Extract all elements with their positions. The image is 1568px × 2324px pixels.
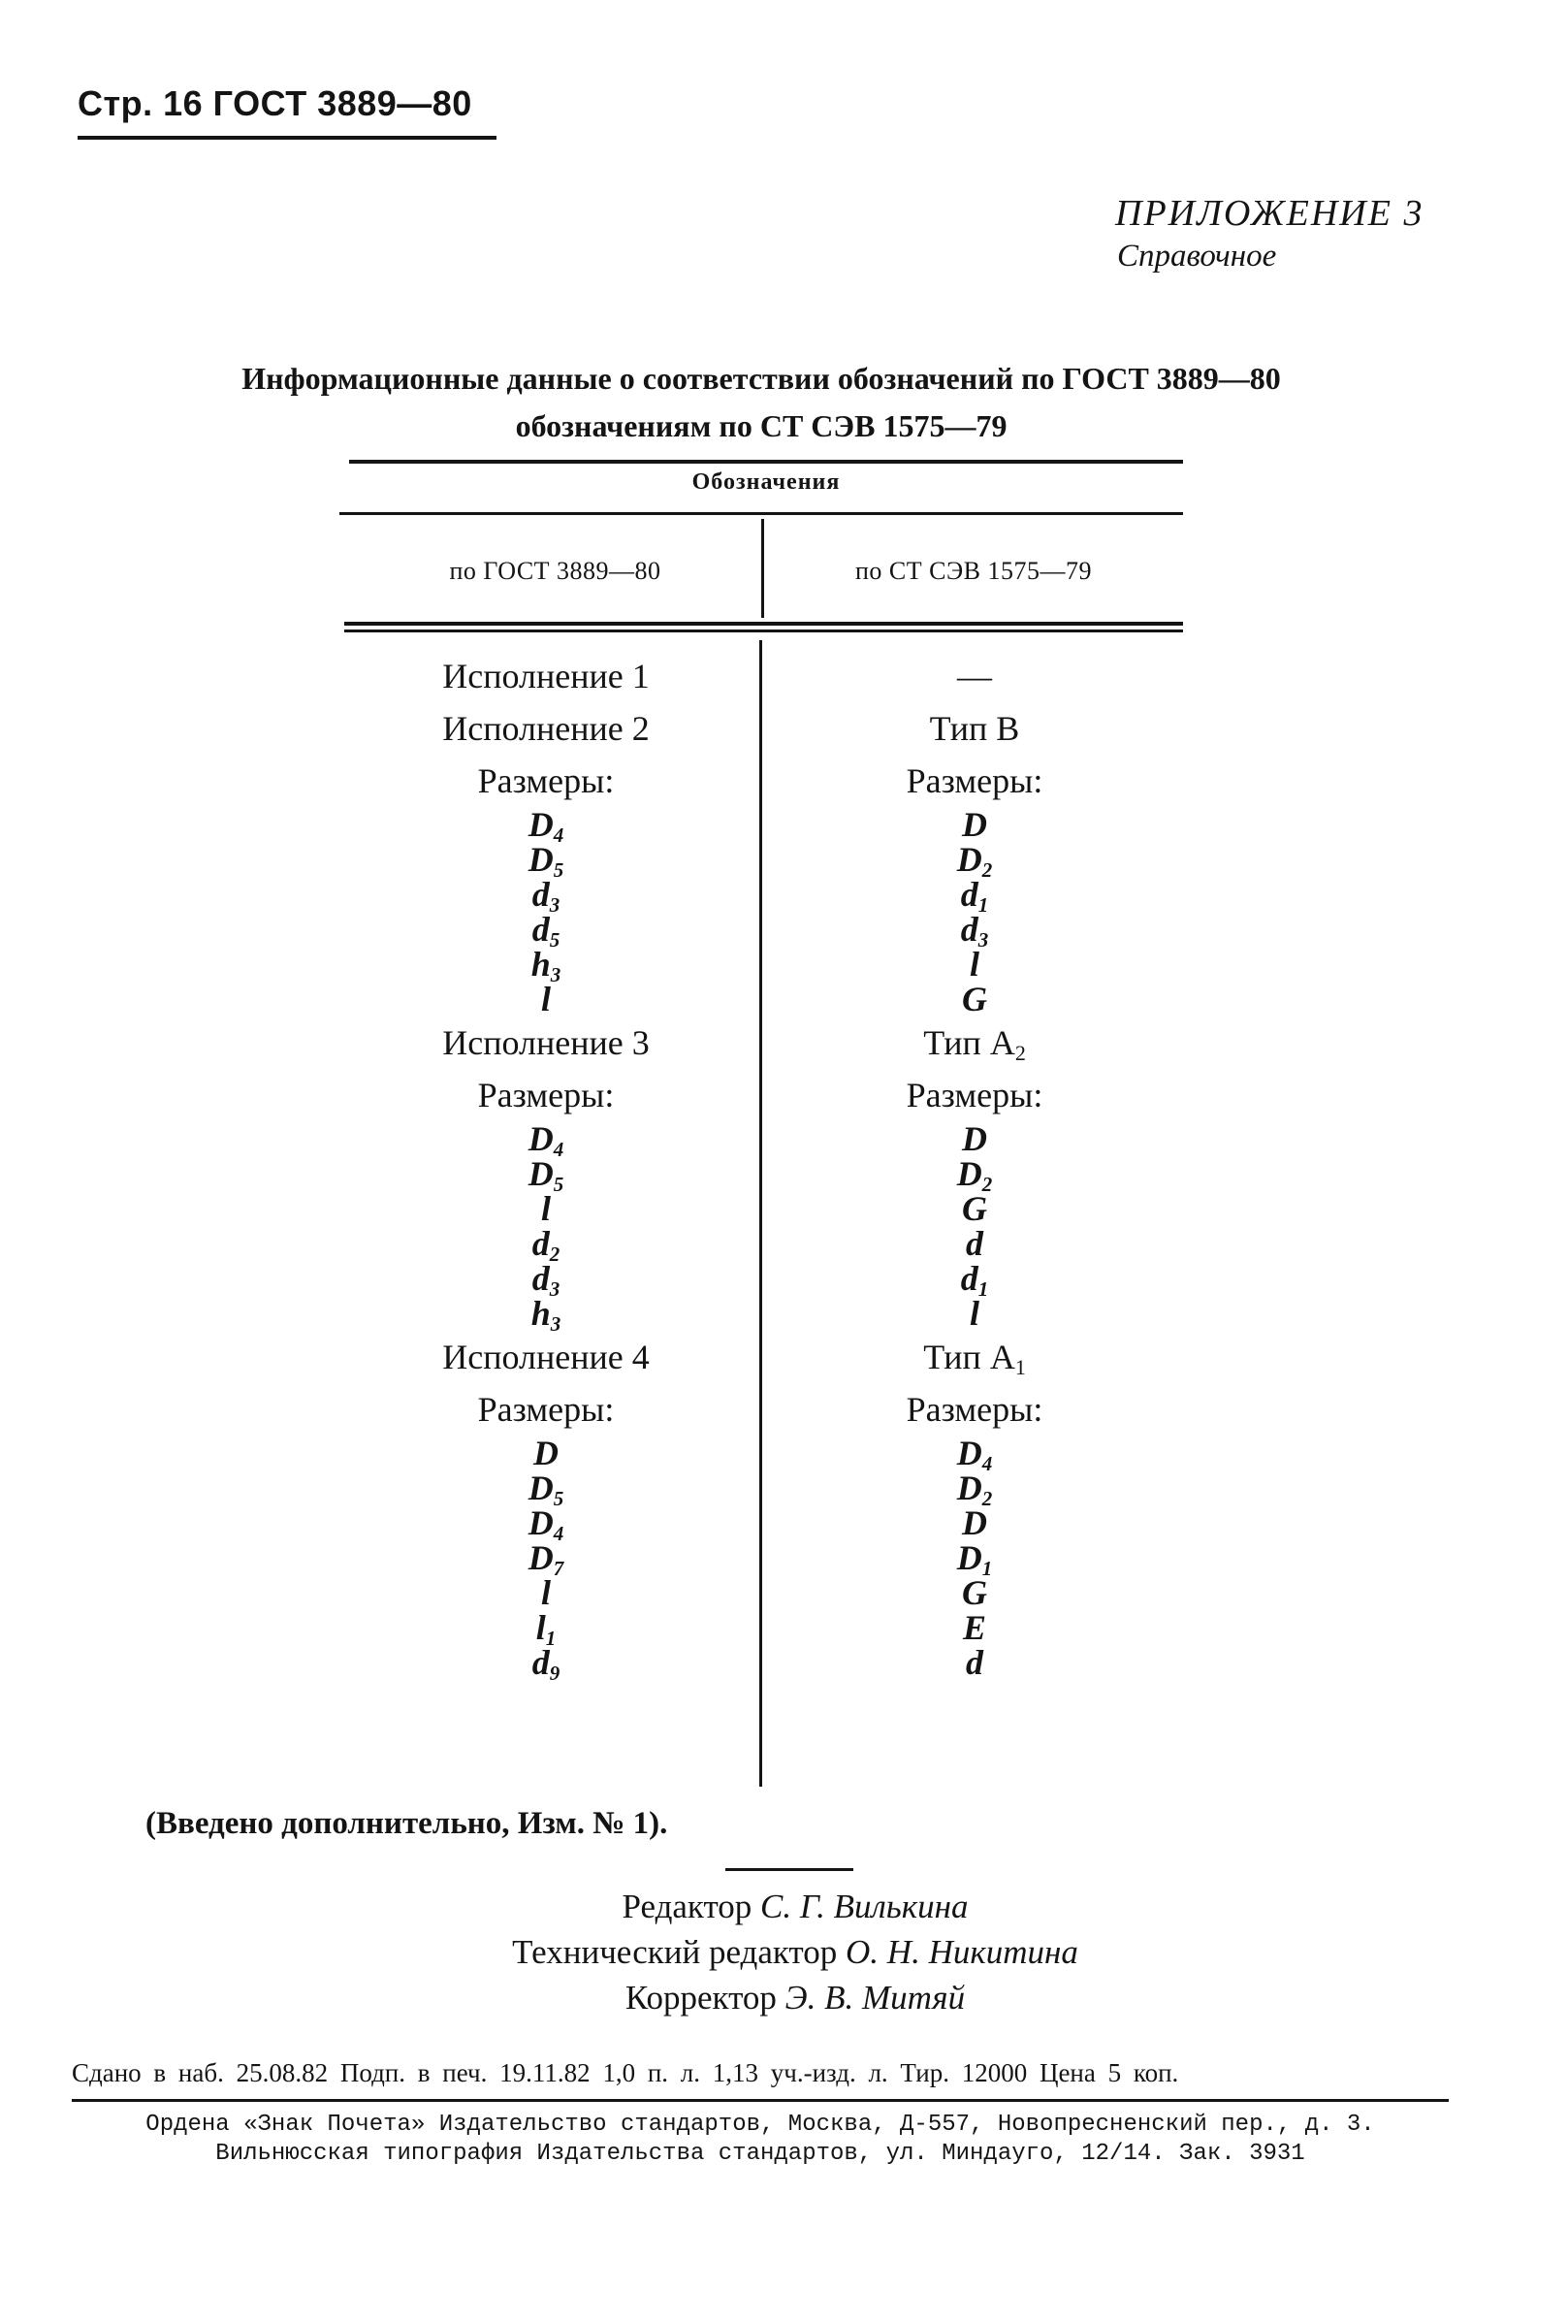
table-row-label: Исполнение 3 [442, 1023, 650, 1062]
appendix-title: ПРИЛОЖЕНИЕ 3 [1115, 193, 1424, 234]
table-row-label: Размеры: [477, 761, 615, 800]
table-row-symbol: E [962, 1608, 986, 1647]
table-header-rule [344, 622, 1183, 626]
table-row-symbol: G [962, 1573, 987, 1612]
table-row-label: Тип B [929, 709, 1020, 748]
table-row-label: Размеры: [906, 1076, 1043, 1114]
table-row-symbol: l [969, 945, 979, 984]
column-gost-values [337, 650, 754, 1685]
table-row-symbol: $d_1$ [960, 875, 989, 917]
table-group-header: Обозначения [691, 469, 841, 495]
table-row-symbol: $l_1$ [535, 1608, 557, 1650]
column-st-sev-values [766, 650, 1183, 1680]
publisher-line-2: Вильнюсская типография Издательства стандартов, ул. Миндауго, 12/14. Зак. 3931 [215, 2141, 1305, 2167]
publisher-line-1: Ордена «Знак Почета» Издательство стандартов, Москва, Д-557, Новопресненский пер., д. 3. [145, 2112, 1375, 2138]
table-row-symbol: $D_2$ [956, 840, 993, 882]
table-row-symbol: $D_4$ [528, 1503, 564, 1545]
credit-role: Корректор [624, 1979, 777, 2017]
table-row-symbol: $D_5$ [528, 1469, 564, 1510]
table-row-symbol: $D_7$ [528, 1538, 564, 1580]
table-title-line-2: обозначениям по СТ СЭВ 1575—79 [515, 408, 1008, 443]
table-row-symbol: $D_5$ [528, 1154, 564, 1196]
table-row-symbol: $d_3$ [960, 910, 989, 952]
credit-tech-editor [291, 1929, 1299, 1975]
table-row-symbol: D [962, 1119, 987, 1158]
table-title-line-1: Информационные данные о соответствии обозначений по ГОСТ 3889—80 [241, 361, 1281, 396]
column-header-gost: по ГОСТ 3889—80 [449, 557, 661, 585]
table-row-symbol: l [540, 1189, 551, 1228]
table-row-label: Размеры: [477, 1076, 615, 1114]
page-header: Стр. 16 ГОСТ 3889—80 [78, 83, 472, 123]
table-row-symbol: $h_3$ [530, 1294, 561, 1336]
table-row-symbol: G [962, 1189, 987, 1228]
table-row-label: — [957, 657, 992, 695]
table-row-label: Тип $A_2$ [923, 1023, 1026, 1065]
table-title [136, 355, 1387, 450]
credits-rule [725, 1868, 853, 1871]
table-row-symbol: $d_2$ [531, 1224, 560, 1266]
amendment-note: (Введено дополнительно, Изм. № 1). [145, 1806, 668, 1841]
table-column-divider [759, 640, 762, 1787]
table-row-label: Размеры: [906, 761, 1043, 800]
table-row-symbol: D [962, 805, 987, 844]
table-row-symbol: $h_3$ [530, 945, 561, 986]
table-row-label: Размеры: [906, 1390, 1043, 1429]
table-row-label: Исполнение 4 [442, 1338, 650, 1376]
table-row-symbol: $d_3$ [531, 1259, 560, 1301]
table-row-symbol: $d_9$ [531, 1643, 560, 1685]
table-row-label: Размеры: [477, 1390, 615, 1429]
table-row-symbol: $d_3$ [531, 875, 560, 917]
table-row-label: Исполнение 2 [442, 709, 650, 748]
credit-name: С. Г. Вилькина [760, 1888, 969, 1925]
table-row-symbol: $D_4$ [528, 1119, 564, 1161]
imprint-line: Сдано в наб. 25.08.82 Подп. в печ. 19.11.82 1,0 п. л. 1,13 уч.-изд. л. Тир. 12000 Цена 5 коп. [72, 2058, 1179, 2087]
table-row-symbol: l [540, 1573, 551, 1612]
table-row-symbol: $D_4$ [528, 805, 564, 847]
table-row-symbol: l [969, 1294, 979, 1333]
table-row-symbol: $D_2$ [956, 1469, 993, 1510]
table-row-symbol: G [962, 980, 987, 1018]
credit-proofreader [291, 1975, 1299, 2020]
table-row-symbol: d [966, 1224, 983, 1263]
table-row-symbol: $D_1$ [956, 1538, 993, 1580]
table-row-symbol: $D_5$ [528, 840, 564, 882]
footer-rule [72, 2099, 1449, 2102]
table-row-symbol: d [966, 1643, 983, 1682]
table-row-symbol: $D_4$ [956, 1434, 993, 1475]
credit-name: Э. В. Митяй [784, 1979, 966, 2017]
table-row-label: Тип $A_1$ [923, 1338, 1026, 1379]
credit-name: О. Н. Никитина [846, 1933, 1078, 1971]
column-header-st-sev: по СТ СЭВ 1575—79 [855, 557, 1092, 585]
table-row-symbol: $d_5$ [531, 910, 560, 952]
header-rule [78, 136, 496, 140]
table-row-symbol: D [533, 1434, 559, 1472]
appendix-subtitle: Справочное [1117, 239, 1277, 274]
table-row-symbol: $d_1$ [960, 1259, 989, 1301]
credit-editor [291, 1884, 1299, 1929]
table-row-symbol: l [540, 980, 551, 1018]
table-top-rule [349, 460, 1183, 464]
credits [291, 1884, 1299, 2020]
credit-role: Редактор [622, 1888, 752, 1925]
credit-role: Технический редактор [512, 1933, 838, 1971]
table-row-label: Исполнение 1 [442, 657, 650, 695]
table-row-symbol: D [962, 1503, 987, 1542]
publisher-info [72, 2111, 1449, 2169]
table-row-symbol: $D_2$ [956, 1154, 993, 1196]
table-group-rule [339, 512, 1183, 515]
table-header-rule-double [344, 629, 1183, 632]
